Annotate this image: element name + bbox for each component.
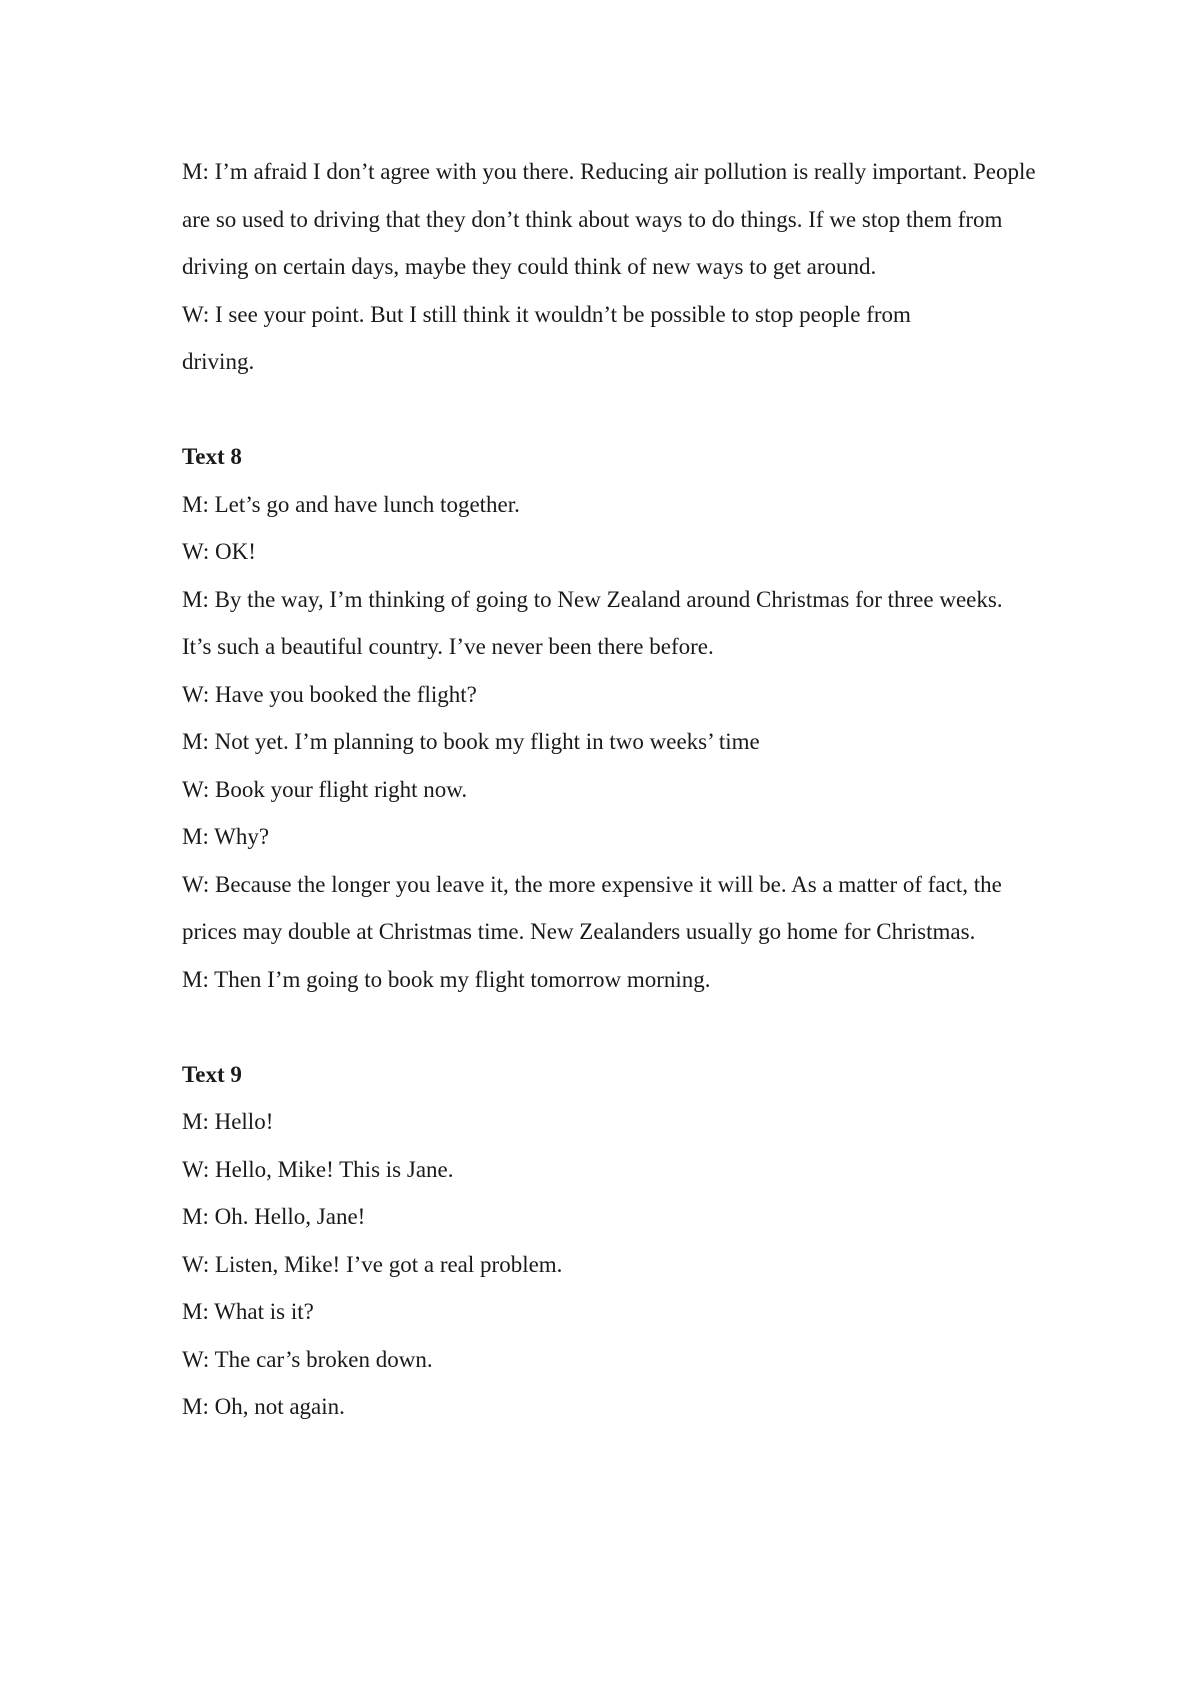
dialogue-line: W: Have you booked the flight? [182,681,477,707]
dialogue-line: M: Not yet. I’m planning to book my flight in two weeks’ time [182,729,760,754]
dialogue-line: W: Hello, Mike! This is Jane. [182,1156,454,1182]
dialogue-line: M: Oh. Hello, Jane! [182,1204,366,1229]
dialogue-line: W: Listen, Mike! I’ve got a real problem. [182,1251,563,1277]
dialogue-line: W: OK! [182,539,256,564]
section-heading-text-9: Text 9 [182,1061,242,1087]
dialogue-line: M: Hello! [182,1109,274,1134]
section-gap [182,1003,1042,1051]
dialogue-line: W: The car’s broken down. [182,1346,433,1372]
section-gap [182,386,1042,434]
section-heading-text-8: Text 8 [182,444,242,469]
dialogue-line: M: Oh, not again. [182,1394,345,1419]
dialogue-line: M: By the way, I’m thinking of going to New Zealand around Christmas for three weeks. It’s such a beautiful country. I’ve never been there before. [182,586,1003,659]
dialogue-line: W: Because the longer you leave it, the more expensive it will be. As a matter of fact, the prices may double at Christmas time. New Zealanders usually go home for Christmas. [182,871,1002,944]
document-page [182,148,1042,1431]
dialogue-line: W: Book your flight right now. [182,776,468,802]
dialogue-line: M: I’m afraid I don’t agree with you there. Reducing air pollution is really important. People are so used to driving that they don’t think about ways to do things. If we stop them from driving on certain days, maybe they could think of new ways to get around. [182,159,1036,279]
dialogue-line: W: I see your point. But I still think it wouldn’t be possible to stop people from driving. [182,301,911,374]
dialogue-line: M: Let’s go and have lunch together. [182,491,520,517]
dialogue-line: M: Why? [182,824,270,849]
dialogue-line: M: What is it? [182,1299,314,1324]
dialogue-line: M: Then I’m going to book my flight tomorrow morning. [182,966,711,992]
